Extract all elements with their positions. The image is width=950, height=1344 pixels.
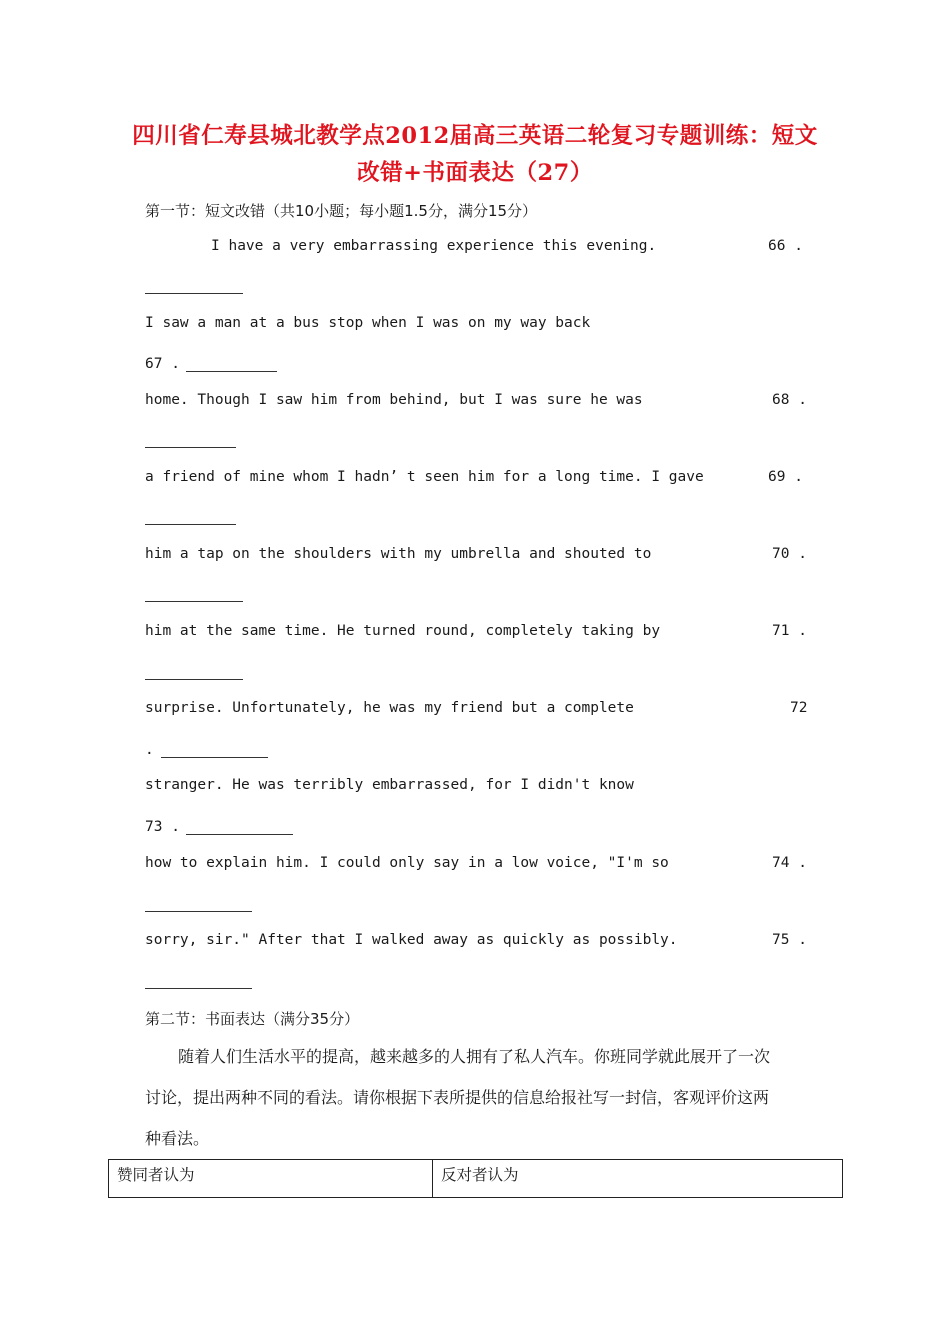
passage-line-10: sorry, sir." After that I walked away as quickly as possibly. — [145, 932, 678, 948]
item-number-75: 75 . — [772, 932, 807, 948]
answer-blank-70[interactable] — [145, 601, 243, 602]
answer-blank-66[interactable] — [145, 293, 243, 294]
item-number-72-dot: . — [145, 742, 154, 758]
item-number-68: 68 . — [772, 392, 807, 408]
section2-heading: 第二节：书面表达（满分35分） — [145, 1010, 360, 1028]
supporters-header: 赞同者认为 — [109, 1160, 433, 1198]
title-line-2: 改错+书面表达（27） — [357, 160, 593, 186]
opinion-table — [108, 1159, 843, 1198]
answer-blank-75[interactable] — [145, 988, 252, 989]
answer-blank-67[interactable] — [186, 371, 277, 372]
item-number-69: 69 . — [768, 469, 803, 485]
table-row — [109, 1160, 843, 1198]
answer-blank-73[interactable] — [186, 834, 293, 835]
answer-blank-74[interactable] — [145, 911, 252, 912]
passage-line-5: him a tap on the shoulders with my umbrella and shouted to — [145, 546, 652, 562]
item-number-74: 74 . — [772, 855, 807, 871]
item-number-66: 66 . — [768, 238, 803, 254]
title-line-1: 四川省仁寿县城北教学点2012届高三英语二轮复习专题训练：短文 — [132, 123, 818, 149]
item-number-72: 72 — [790, 700, 808, 716]
passage-line-1: I have a very embarrassing experience this evening. — [211, 238, 657, 254]
item-number-67: 67 . — [145, 356, 180, 372]
answer-blank-71[interactable] — [145, 679, 243, 680]
item-number-73: 73 . — [145, 819, 180, 835]
prompt-line-2: 讨论，提出两种不同的看法。请你根据下表所提供的信息给报社写一封信，客观评价这两 — [145, 1088, 770, 1107]
answer-blank-69[interactable] — [145, 524, 236, 525]
passage-line-9: how to explain him. I could only say in a low voice, "I'm so — [145, 855, 669, 871]
section1-heading: 第一节：短文改错（共10小题；每小题1.5分，满分15分） — [145, 202, 538, 220]
passage-line-6: him at the same time. He turned round, completely taking by — [145, 623, 661, 639]
item-number-71: 71 . — [772, 623, 807, 639]
answer-blank-68[interactable] — [145, 447, 236, 448]
prompt-line-3: 种看法。 — [145, 1129, 210, 1148]
passage-line-8: stranger. He was terribly embarrassed, for I didn't know — [145, 777, 634, 793]
passage-line-4: a friend of mine whom I hadn’ t seen him for a long time. I gave — [145, 469, 704, 485]
opponents-header: 反对者认为 — [433, 1160, 843, 1198]
item-number-70: 70 . — [772, 546, 807, 562]
passage-line-7: surprise. Unfortunately, he was my friend but a complete — [145, 700, 634, 716]
passage-line-2: I saw a man at a bus stop when I was on my way back — [145, 315, 591, 331]
passage-line-3: home. Though I saw him from behind, but I was sure he was — [145, 392, 643, 408]
prompt-line-1: 随着人们生活水平的提高，越来越多的人拥有了私人汽车。你班同学就此展开了一次 — [178, 1047, 771, 1066]
answer-blank-72[interactable] — [161, 757, 268, 758]
document-title — [130, 118, 820, 192]
